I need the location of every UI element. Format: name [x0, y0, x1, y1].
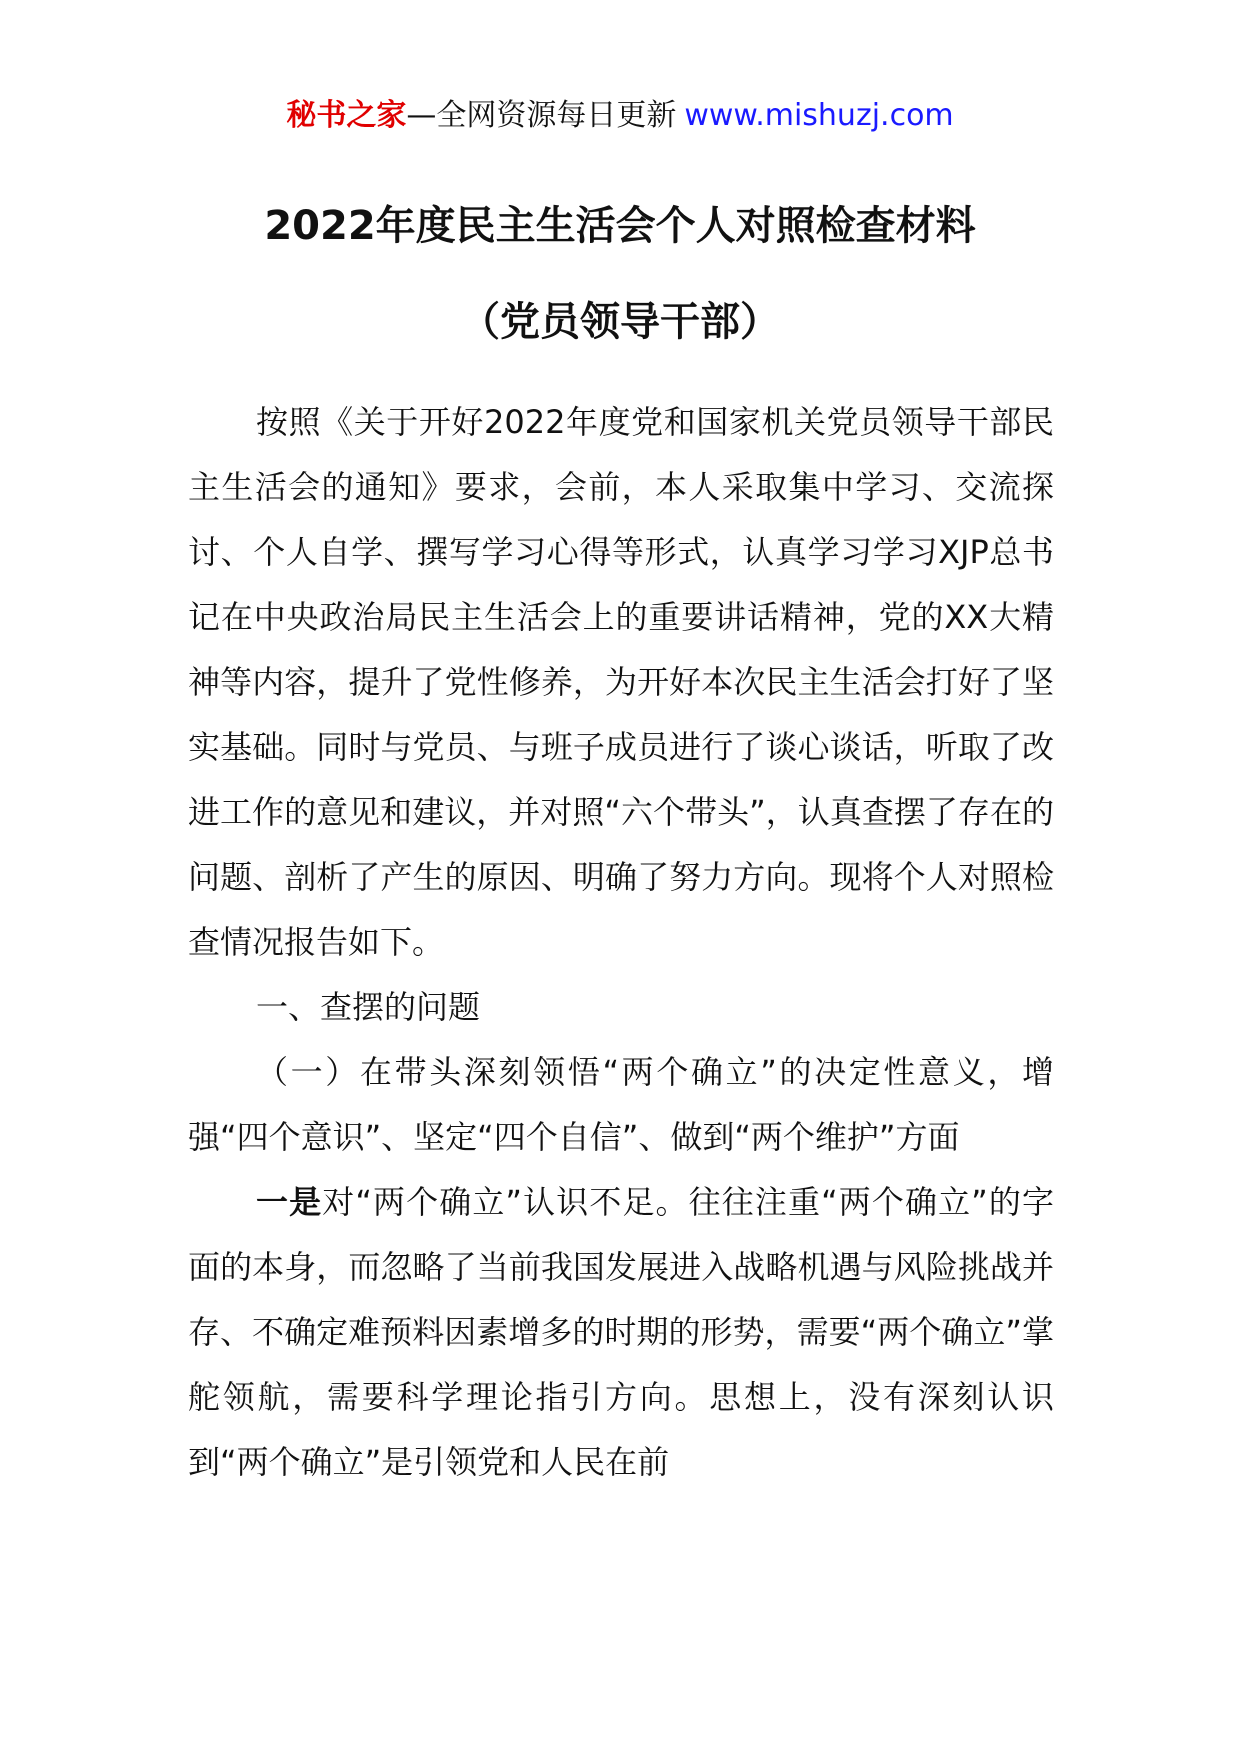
point-text: 对“两个确立”认识不足。往往注重“两个确立”的字面的本身，而忽略了当前我国发展进入战略机遇与风险挑战并存、不确定难预料因素增多的时期的形势，需要“两个确立”掌舵领航，需要科学理论指引方向。思想上，没有深刻认识到“两个确立”是引领党和人民在前 [188, 1183, 1054, 1481]
site-url-link[interactable]: www.mishuzj.com [684, 98, 954, 133]
section-heading: 一、查摆的问题 [256, 988, 481, 1026]
subsection-heading: （一）在带头深刻领悟“两个确立”的决定性意义，增强“四个意识”、坚定“四个自信”、做到“两个维护”方面 [188, 1053, 1054, 1156]
site-tagline: —全网资源每日更新 [406, 98, 677, 133]
point-lead: 一是 [256, 1183, 323, 1221]
site-header [0, 96, 1240, 136]
intro-paragraph: 按照《关于开好2022年度党和国家机关党员领导干部民主生活会的通知》要求，会前，本人采取集中学习、交流探讨、个人自学、撰写学习心得等形式，认真学习学习XJP总书记在中央政治局民主生活会上的重要讲话精神，党的XX大精神等内容，提升了党性修养，为开好本次民主生活会打好了坚实基础。同时与党员、与班子成员进行了谈心谈话，听取了改进工作的意见和建议，并对照“六个带头”，认真查摆了存在的问题、剖析了产生的原因、明确了努力方向。现将个人对照检查情况报告如下。 [188, 403, 1054, 961]
site-brand: 秘书之家 [286, 98, 407, 133]
document-title: 2022年度民主生活会个人对照检查材料 [264, 203, 976, 249]
document-body [188, 390, 1054, 1495]
document-subtitle: （党员领导干部） [460, 299, 780, 345]
point-paragraph [188, 1170, 1054, 1495]
